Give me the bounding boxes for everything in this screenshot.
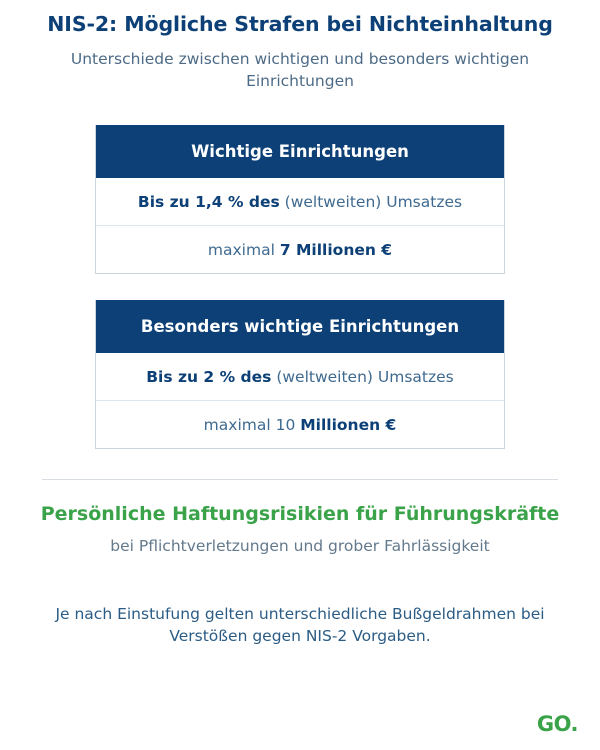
brand-logo: GO.	[536, 712, 578, 736]
card-essential-entities	[95, 300, 505, 449]
page-subtitle: Unterschiede zwischen wichtigen und besonders wichtigen Einrichtungen	[70, 49, 530, 91]
page-title: NIS-2: Mögliche Strafen bei Nichteinhaltung	[47, 12, 553, 36]
footer-note: Je nach Einstufung gelten unterschiedliche Bußgeldrahmen bei Verstößen gegen NIS-2 Vorgaben.	[55, 604, 545, 646]
turnover-suffix-important: (weltweiten) Umsatzes	[279, 192, 463, 211]
card-row-turnover-essential	[96, 353, 504, 400]
turnover-value-essential: Bis zu 2 % des	[146, 367, 272, 386]
spacer-top	[20, 93, 580, 125]
turnover-suffix-essential: (weltweiten) Umsatzes	[271, 367, 454, 386]
section-divider	[42, 479, 558, 480]
liability-subtitle: bei Pflichtverletzungen und grober Fahrlässigkeit	[110, 536, 490, 555]
card-important-entities	[95, 125, 505, 274]
card-row-max-essential	[96, 400, 504, 448]
card-header-essential: Besonders wichtige Einrichtungen	[96, 300, 504, 353]
card-header-important: Wichtige Einrichtungen	[96, 125, 504, 178]
turnover-value-important: Bis zu 1,4 % des	[137, 192, 280, 211]
max-prefix-important: maximal	[207, 240, 280, 259]
max-value-important: 7 Millionen €	[279, 240, 393, 259]
max-prefix-essential: maximal 10	[203, 415, 301, 434]
spacer-between-cards	[20, 274, 580, 300]
card-row-max-important	[96, 225, 504, 273]
liability-title: Persönliche Haftungsrisikien für Führungskräfte	[40, 502, 560, 525]
infographic-page	[0, 12, 600, 750]
card-row-turnover-important	[96, 178, 504, 225]
max-value-essential: Millionen €	[300, 415, 397, 434]
